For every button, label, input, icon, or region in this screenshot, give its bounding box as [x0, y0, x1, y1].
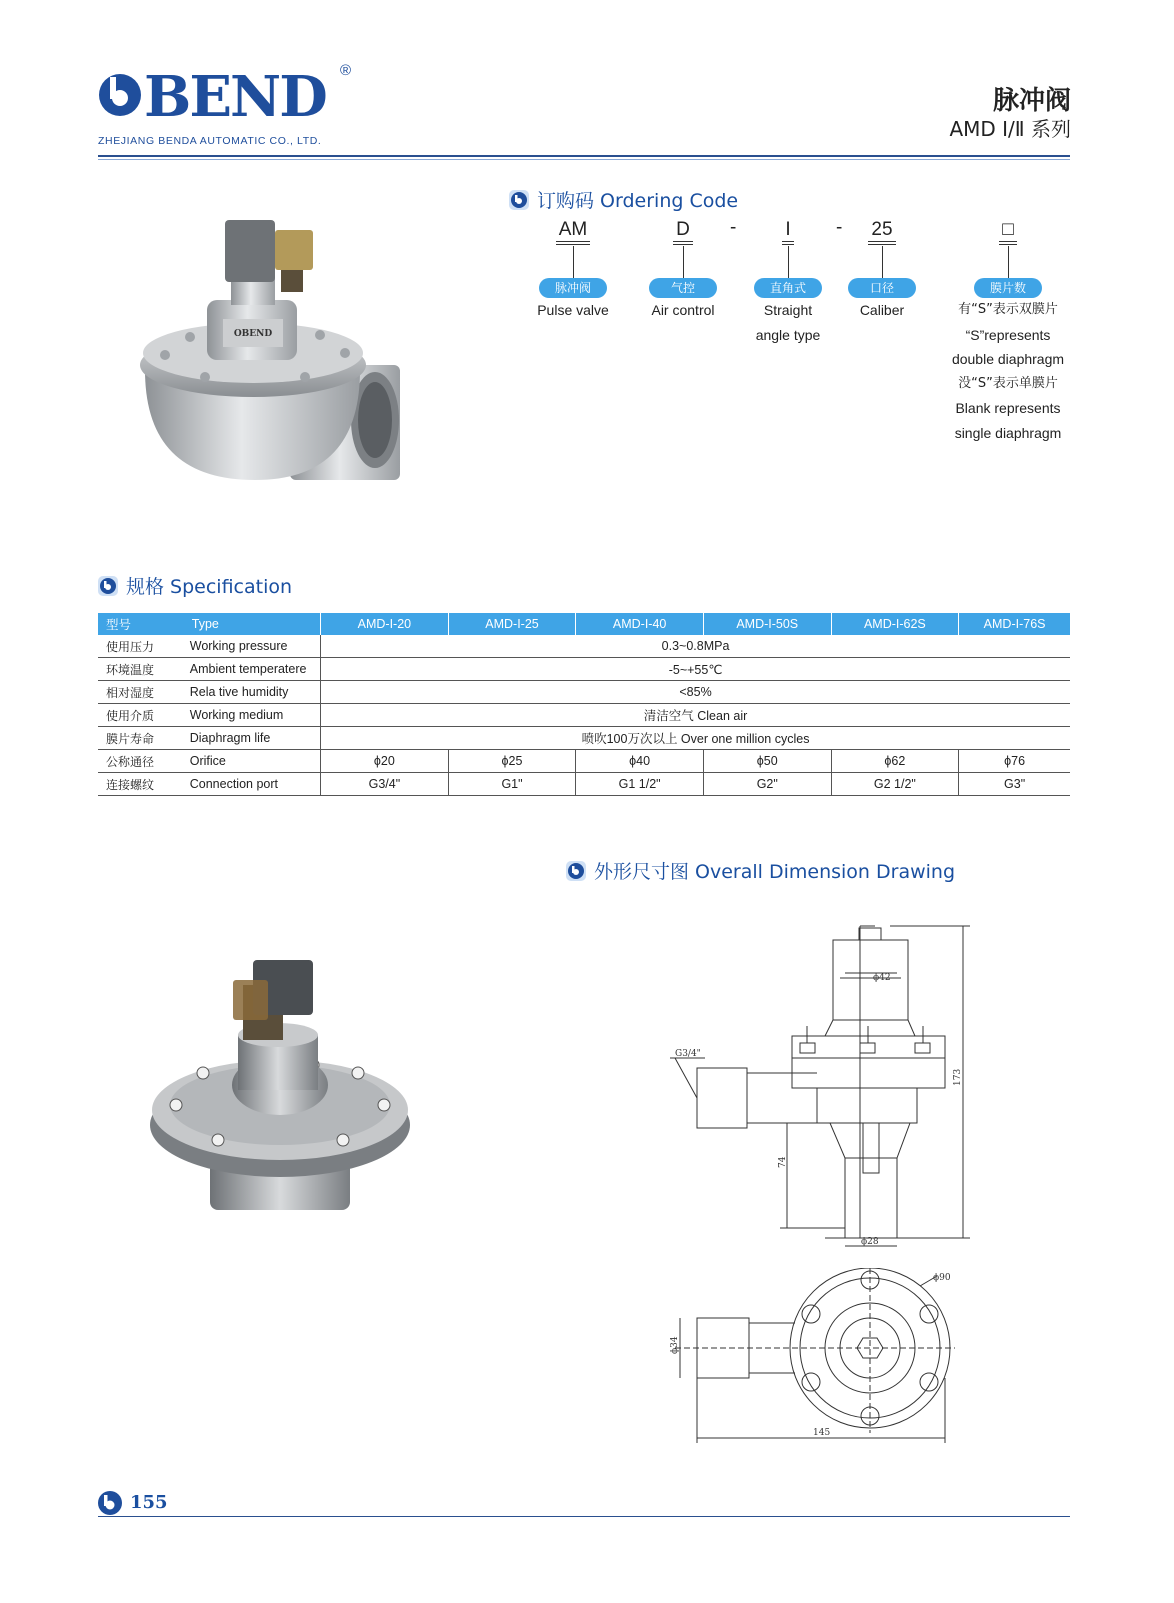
specification-table — [98, 613, 1070, 796]
table-row: 相对湿度 Rela tive humidity <85% — [98, 681, 1070, 704]
header-divider-thin — [98, 159, 1070, 160]
ordering-code-title: 订购码 Ordering Code — [537, 190, 739, 212]
badge-caliber: 口径 — [848, 278, 916, 298]
dim-74: 74 — [778, 1156, 788, 1168]
header-model: AMD-I-25 — [448, 613, 576, 635]
company-logo — [98, 62, 368, 132]
page-title-cn: 脉冲阀 — [992, 86, 1071, 116]
header-model: AMD-I-50S — [703, 613, 831, 635]
badge-pulse-valve: 脉冲阀 — [539, 278, 607, 298]
valve-photo-angle — [135, 215, 405, 485]
page-title-series: AMD Ⅰ/Ⅱ 系列 — [949, 117, 1071, 141]
code-connector — [882, 246, 883, 278]
valve-photo-top — [148, 955, 413, 1220]
desc-air-control: Air control — [651, 302, 715, 318]
table-row: 膜片寿命 Diaphragm life 喷吹100万次以上 Over one million cycles — [98, 727, 1070, 750]
table-row: 公称通径 Orifice ϕ20 ϕ25 ϕ40 ϕ50 ϕ62 ϕ76 — [98, 750, 1070, 773]
dimension-drawing-title: 外形尺寸图 Overall Dimension Drawing — [594, 861, 956, 883]
dim-145: 145 — [813, 1428, 831, 1438]
header-divider — [98, 155, 1070, 157]
table-header-row — [98, 613, 1070, 635]
badge-air-control: 气控 — [649, 278, 717, 298]
dim-g34: G3/4" — [675, 1049, 701, 1059]
ordering-code-heading — [509, 186, 738, 213]
header-type-en: Type — [184, 613, 321, 635]
dim-42: ϕ42 — [873, 973, 891, 983]
code-dash: - — [730, 217, 737, 238]
desc-straight-angle: Straight angle type — [755, 302, 821, 343]
desc-diaphragm: 有“S”表示双膜片 “S”represents double diaphragm 没“S”表示单膜片 Blank represents single diaphragm — [951, 302, 1065, 441]
table-row: 使用介质 Working medium 清洁空气 Clean air — [98, 704, 1070, 727]
code-25: 25 — [860, 219, 904, 242]
valve-nameplate-label: OBEND — [233, 329, 273, 339]
badge-straight-angle: 直角式 — [754, 278, 822, 298]
section-logo-icon — [566, 861, 586, 881]
header-type-cn: 型号 — [98, 613, 184, 635]
brand-wordmark: BEND — [144, 64, 326, 130]
code-dash: - — [836, 217, 843, 238]
table-row: 连接螺纹 Connection port G3/4" G1" G1 1/2" G2" G2 1/2" G3" — [98, 773, 1070, 796]
footer-divider — [98, 1516, 1070, 1517]
header-model: AMD-I-40 — [576, 613, 704, 635]
table-row: 使用压力 Working pressure 0.3~0.8MPa — [98, 635, 1070, 658]
section-logo-icon — [98, 576, 118, 596]
code-connector — [788, 246, 789, 278]
code-i: I — [768, 219, 808, 242]
registered-mark: ® — [340, 62, 352, 79]
desc-caliber: Caliber — [859, 302, 905, 318]
page-number: 155 — [130, 1492, 168, 1513]
header-model: AMD-I-62S — [831, 613, 959, 635]
code-d: D — [663, 219, 703, 242]
specification-heading — [98, 572, 292, 599]
dim-173: 173 — [953, 1068, 963, 1086]
dim-34: ϕ34 — [670, 1336, 680, 1354]
code-connector — [1008, 246, 1009, 278]
specification-title: 规格 Specification — [126, 576, 293, 598]
dim-90: ϕ90 — [933, 1273, 951, 1283]
code-connector — [683, 246, 684, 278]
header-model: AMD-I-76S — [959, 613, 1070, 635]
company-name: ZHEJIANG BENDA AUTOMATIC CO., LTD. — [98, 135, 322, 147]
code-am: AM — [548, 219, 598, 242]
badge-diaphragm-count: 膜片数 — [974, 278, 1042, 298]
dimension-drawing-heading — [566, 857, 955, 884]
header-model: AMD-I-20 — [321, 613, 449, 635]
footer-logo-icon — [98, 1491, 122, 1515]
desc-pulse-valve: Pulse valve — [537, 302, 609, 318]
table-row: 环境温度 Ambient temperatere -5~+55℃ — [98, 658, 1070, 681]
top-view-drawing — [665, 1268, 955, 1453]
section-logo-icon — [509, 190, 529, 210]
side-view-drawing — [665, 918, 975, 1253]
code-connector — [573, 246, 574, 278]
code-diaphragm-box: □ — [990, 219, 1026, 242]
dim-28: ϕ28 — [861, 1237, 879, 1247]
